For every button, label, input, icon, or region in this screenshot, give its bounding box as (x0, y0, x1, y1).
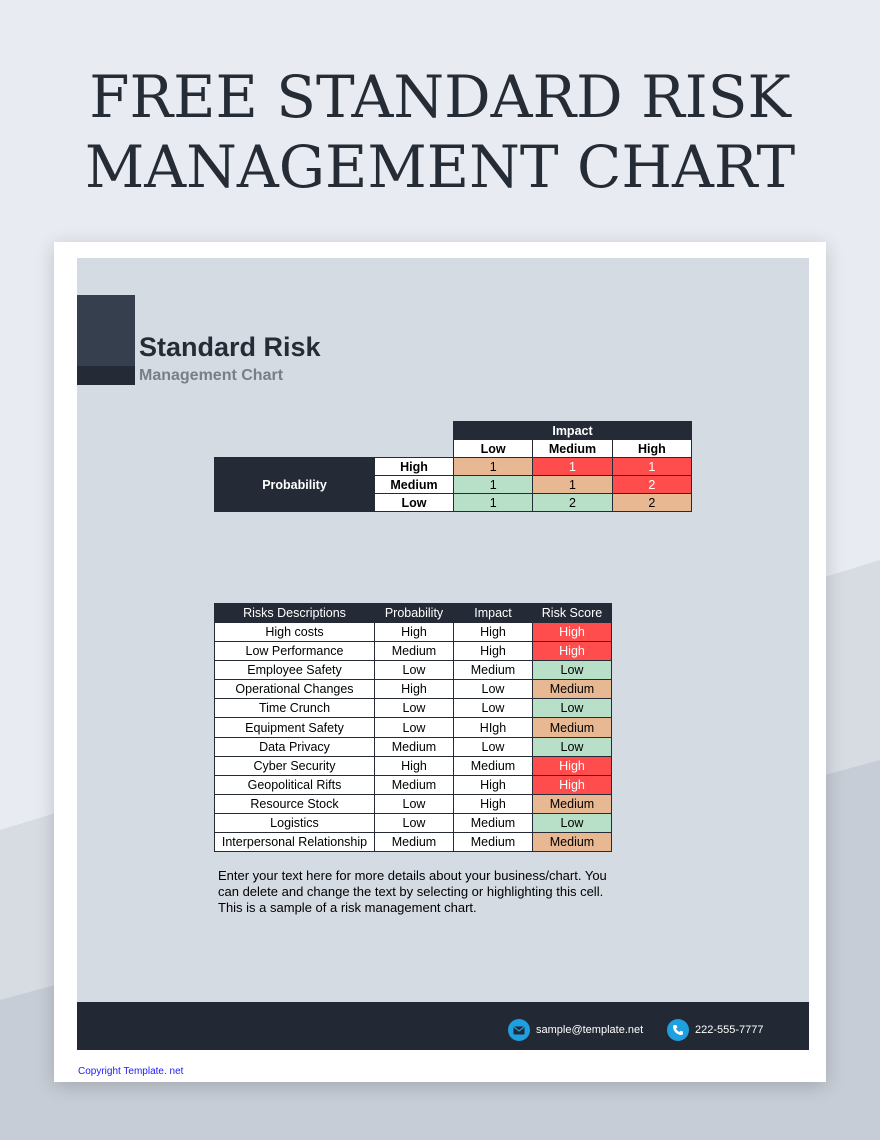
risk-impact-cell: Medium (454, 813, 533, 832)
risk-row (215, 833, 612, 852)
matrix-cell: 1 (454, 458, 533, 476)
matrix-spacer (215, 422, 375, 440)
risk-probability-cell: High (375, 680, 454, 699)
document-title: Standard Risk (139, 332, 321, 362)
risk-impact-cell: High (454, 642, 533, 661)
risk-probability-cell: Low (375, 813, 454, 832)
risk-description-cell: Employee Safety (215, 661, 375, 680)
note-text: Enter your text here for more details about your business/chart. You can delete and change the text by selecting or highlighting this cell. This is a sample of a risk management chart. (218, 868, 607, 915)
risk-score-cell: High (533, 623, 612, 642)
risk-impact-cell: Medium (454, 833, 533, 852)
copyright-link[interactable]: Copyright Template. net (78, 1066, 184, 1077)
risk-description-cell: Geopolitical Rifts (215, 775, 375, 794)
risk-probability-cell: High (375, 756, 454, 775)
matrix-row-header: Medium (375, 476, 454, 494)
risk-score-cell: High (533, 775, 612, 794)
matrix-spacer (215, 440, 375, 458)
risk-score-cell: Low (533, 699, 612, 718)
risk-probability-cell: Medium (375, 737, 454, 756)
risk-description-cell: High costs (215, 623, 375, 642)
risk-score-cell: Medium (533, 718, 612, 737)
matrix-cell: 1 (454, 476, 533, 494)
matrix-spacer (375, 440, 454, 458)
risks-header-description: Risks Descriptions (215, 604, 375, 623)
risk-row (215, 699, 612, 718)
risk-score-cell: Low (533, 813, 612, 832)
matrix-row-header: High (375, 458, 454, 476)
risk-description-cell: Logistics (215, 813, 375, 832)
risk-description-cell: Cyber Security (215, 756, 375, 775)
matrix-cell: 2 (533, 494, 612, 512)
matrix-column-header: Medium (533, 440, 612, 458)
risk-impact-cell: Low (454, 680, 533, 699)
risk-impact-cell: High (454, 794, 533, 813)
risk-probability-cell: Medium (375, 833, 454, 852)
risk-probability-cell: Low (375, 661, 454, 680)
footer-email-text: sample@template.net (536, 1024, 644, 1036)
risk-description-cell: Interpersonal Relationship (215, 833, 375, 852)
risk-score-cell: High (533, 756, 612, 775)
risks-table-body (215, 623, 612, 852)
banner-title-line-2: MANAGEMENT CHART (84, 133, 796, 201)
matrix-cell: 2 (612, 476, 691, 494)
matrix-impact-header: Impact (454, 422, 692, 440)
banner-title (0, 62, 880, 202)
risk-description-cell: Resource Stock (215, 794, 375, 813)
risk-row (215, 661, 612, 680)
risk-score-cell: Medium (533, 794, 612, 813)
envelope-icon (508, 1019, 530, 1041)
risk-impact-cell: Medium (454, 756, 533, 775)
risk-impact-cell: Medium (454, 661, 533, 680)
risk-score-cell: Medium (533, 680, 612, 699)
document-page (77, 258, 809, 1077)
matrix-cell: 1 (454, 494, 533, 512)
risk-row (215, 756, 612, 775)
risk-description-cell: Time Crunch (215, 699, 375, 718)
risk-impact-cell: Low (454, 737, 533, 756)
risk-probability-cell: Low (375, 699, 454, 718)
document-sheet (54, 242, 826, 1082)
risks-header-score: Risk Score (533, 604, 612, 623)
risk-probability-cell: High (375, 623, 454, 642)
matrix-column-header: Low (454, 440, 533, 458)
risk-row (215, 794, 612, 813)
risk-description-cell: Equipment Safety (215, 718, 375, 737)
risk-description-cell: Data Privacy (215, 737, 375, 756)
footer-phone (667, 1019, 764, 1041)
phone-icon (667, 1019, 689, 1041)
risk-probability-cell: Low (375, 794, 454, 813)
risk-description-cell: Low Performance (215, 642, 375, 661)
risk-impact-cell: High (454, 623, 533, 642)
risk-score-cell: Low (533, 661, 612, 680)
matrix-cell: 1 (612, 458, 691, 476)
matrix-column-header: High (612, 440, 691, 458)
footer-phone-text: 222-555-7777 (695, 1024, 764, 1036)
risk-probability-cell: Low (375, 718, 454, 737)
risk-row (215, 623, 612, 642)
footer-bar (77, 1002, 809, 1050)
risk-probability-cell: Medium (375, 642, 454, 661)
risk-probability-cell: Medium (375, 775, 454, 794)
risk-score-cell: Low (533, 737, 612, 756)
footer-email (508, 1019, 643, 1041)
risk-row (215, 718, 612, 737)
risk-score-cell: Medium (533, 833, 612, 852)
matrix-cell: 2 (612, 494, 691, 512)
matrix-spacer (375, 422, 454, 440)
accent-block-lower (77, 366, 135, 385)
risks-header-impact: Impact (454, 604, 533, 623)
risk-impact-cell: High (454, 775, 533, 794)
risk-row (215, 737, 612, 756)
risk-description-cell: Operational Changes (215, 680, 375, 699)
matrix-probability-header: Probability (215, 458, 375, 512)
matrix-cell: 1 (533, 476, 612, 494)
risks-table (214, 603, 612, 852)
risk-impact-cell: HIgh (454, 718, 533, 737)
document-subtitle: Management Chart (139, 367, 284, 384)
risk-row (215, 813, 612, 832)
risk-row (215, 680, 612, 699)
accent-block (77, 295, 135, 385)
risks-header-probability: Probability (375, 604, 454, 623)
risk-matrix (214, 421, 692, 512)
matrix-row-header: Low (375, 494, 454, 512)
risk-row (215, 642, 612, 661)
matrix-cell: 1 (533, 458, 612, 476)
banner-title-line-1: FREE STANDARD RISK (89, 63, 791, 131)
risk-score-cell: High (533, 642, 612, 661)
risk-impact-cell: Low (454, 699, 533, 718)
risk-row (215, 775, 612, 794)
